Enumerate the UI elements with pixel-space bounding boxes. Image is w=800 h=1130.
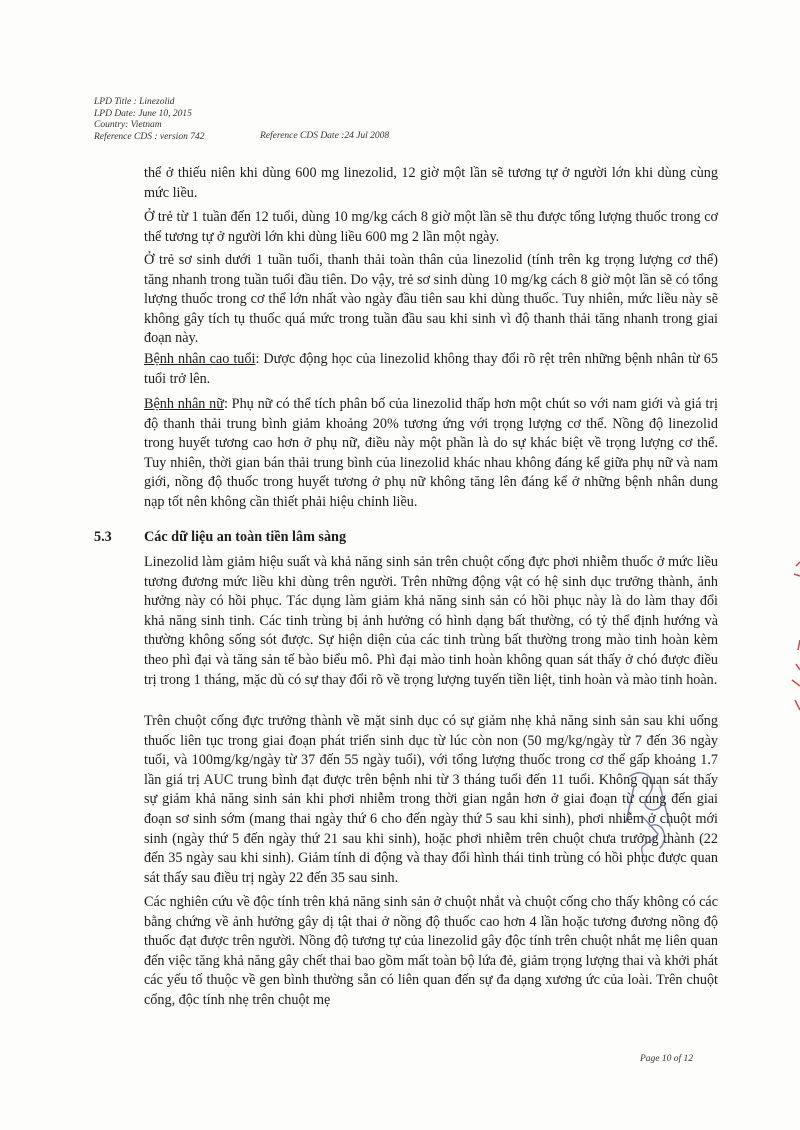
scan-edge-marks	[786, 560, 800, 720]
female-label: Bệnh nhân nữ	[144, 396, 224, 412]
section-heading	[94, 528, 714, 547]
document-header	[94, 97, 390, 143]
page-number: Page 10 of 12	[640, 1054, 694, 1064]
section-number: 5.3	[94, 529, 112, 545]
elderly-label: Bệnh nhân cao tuổi	[144, 351, 256, 367]
paragraph	[144, 164, 718, 203]
section-title: Các dữ liệu an toàn tiền lâm sàng	[144, 529, 347, 545]
header-reference-date: Reference CDS Date :24 Jul 2008	[260, 131, 390, 141]
header-country: Country: Vietnam	[94, 120, 162, 130]
header-reference-version: Reference CDS : version 742	[94, 131, 205, 142]
paragraph-elderly	[144, 350, 718, 389]
paragraph-text: Các nghiên cứu về độc tính trên khả năng sinh sản ở chuột nhắt và chuột cống cho thấy không có các bằng chứng về ảnh hưởng gây dị tật thai ở nồng độ thuốc cao hơn 4 lần hoặc tương đương nồng độ thuốc đạt được trên người. Nồng độ tương tự của linezolid gây độc tính trên chuột nhắt mẹ liên quan đến việc tăng khả năng gây chết thai bao gồm mất toàn bộ lứa đẻ, giảm trọng lượng thai và khởi phát các yếu tố thuộc về gen bình thường sẵn có liên quan đến sự đa dạng xương ức của loài. Trên chuột cống, độc tính nhẹ trên chuột mẹ	[144, 894, 718, 1008]
paragraph	[144, 251, 718, 349]
paragraph-text: Ở trẻ sơ sinh dưới 1 tuần tuổi, thanh thải toàn thân của linezolid (tính trên kg trọng lượng cơ thể) tăng nhanh trong tuần tuổi đầu tiên. Do vậy, trẻ sơ sinh dùng 10 mg/kg cách 8 giờ một lần sẽ có tổng lượng thuốc trong cơ thể lớn nhất vào ngày đầu tiên sau khi dùng thuốc. Tuy nhiên, mức liều này sẽ không gây tích tụ thuốc quá mức trong tuần đầu sau khi sinh vì độ thanh thải tăng nhanh trong giai đoạn này.	[144, 252, 718, 347]
paragraph	[144, 893, 718, 1011]
paragraph-female	[144, 395, 718, 513]
handwritten-mark	[600, 756, 690, 876]
elderly-text: : Dược động học của linezolid không thay đổi rõ rệt trên những bệnh nhân từ 65 tuổi trở lên.	[144, 351, 718, 387]
paragraph-text	[144, 350, 718, 389]
paragraph-text: thể ở thiếu niên khi dùng 600 mg linezolid, 12 giờ một lần sẽ tương tự ở người lớn khi dùng cùng mức liều.	[144, 165, 718, 201]
header-date: LPD Date: June 10, 2015	[94, 108, 192, 119]
header-title: LPD Title : Linezolid	[94, 97, 175, 107]
paragraph-text: Ở trẻ từ 1 tuần đến 12 tuổi, dùng 10 mg/kg cách 8 giờ một lần sẽ thu được tổng lượng thuốc trong cơ thể tương tự ở người lớn khi dùng liều 600 mg 2 lần một ngày.	[144, 209, 718, 245]
paragraph-text: Linezolid làm giảm hiệu suất và khả năng sinh sản trên chuột cống đực phơi nhiễm thuốc ở mức liều tương đương mức liều khi dùng trên người. Trên những động vật có hệ sinh dục trưởng thành, ảnh hưởng này có hồi phục. Tác dụng làm giảm khả năng sinh sản có hồi phục này là do làm thay đổi khả năng sinh tinh. Các tinh trùng bị ảnh hưởng có hình dạng bất thường, có tỷ thể định hướng và thường không sống sót được. Sự hiện diện của các tinh trùng bất thường trong mào tinh hoàn kèm theo phì đại và tăng sản tế bào biểu mô. Phì đại mào tinh hoàn không quan sát thấy ở chó được điều trị trong 1 tháng, mặc dù có sự thay đổi rõ về trọng lượng tuyến tiền liệt, tinh hoàn và mào tinh hoàn.	[144, 554, 718, 688]
paragraph	[144, 553, 718, 690]
paragraph-text: Trên chuột cống đực trưởng thành về mặt sinh dục có sự giảm nhẹ khả năng sinh sản sau khi uống thuốc liên tục trong giai đoạn phát triển sinh dục từ lúc còn non (50 mg/kg/ngày từ 7 đến 36 ngày tuổi, và 100mg/kg/ngày từ 37 đến 55 ngày tuổi), với tổng lượng thuốc trong cơ thể gấp khoảng 1.7 lần giá trị AUC trung bình đạt được trên bệnh nhi từ 3 tháng tuổi đến 11 tuổi. Không quan sát thấy sự giảm khả năng sinh sản khi phơi nhiễm trong thời gian ngắn hơn ở giai đoạn từ cung đến giai đoạn sơ sinh sớm (mang thai ngày thứ 6 cho đến ngày thứ 5 sau khi sinh), phơi nhiễm ở chuột mới sinh (ngày thứ 5 đến ngày thứ 21 sau khi sinh), hoặc phơi nhiễm trên chuột chưa trưởng thành (22 đến 35 ngày sau khi sinh). Giảm tính di động và thay đổi hình thái tinh trùng có hồi phục được quan sát thấy sau điều trị ngày 22 đến 35 sau sinh.	[144, 713, 718, 886]
paragraph-text	[144, 395, 718, 513]
female-text: : Phụ nữ có thể tích phân bố của linezolid thấp hơn một chút so với nam giới và giá trị độ thanh thải trung bình giảm khoảng 20% tương ứng với trọng lượng cơ thể. Nồng độ linezolid trong huyết tương cao hơn ở phụ nữ, điều này một phần là do sự khác biệt về trọng lượng cơ thể. Tuy nhiên, thời gian bán thải trung bình của linezolid khác nhau không đáng kể giữa phụ nữ và nam giới, nồng độ thuốc trong huyết tương ở phụ nữ không tăng lên đáng kể ở những bệnh nhân dung nạp tốt nên không cần thiết phải hiệu chỉnh liều.	[144, 396, 719, 510]
paragraph	[144, 208, 718, 247]
